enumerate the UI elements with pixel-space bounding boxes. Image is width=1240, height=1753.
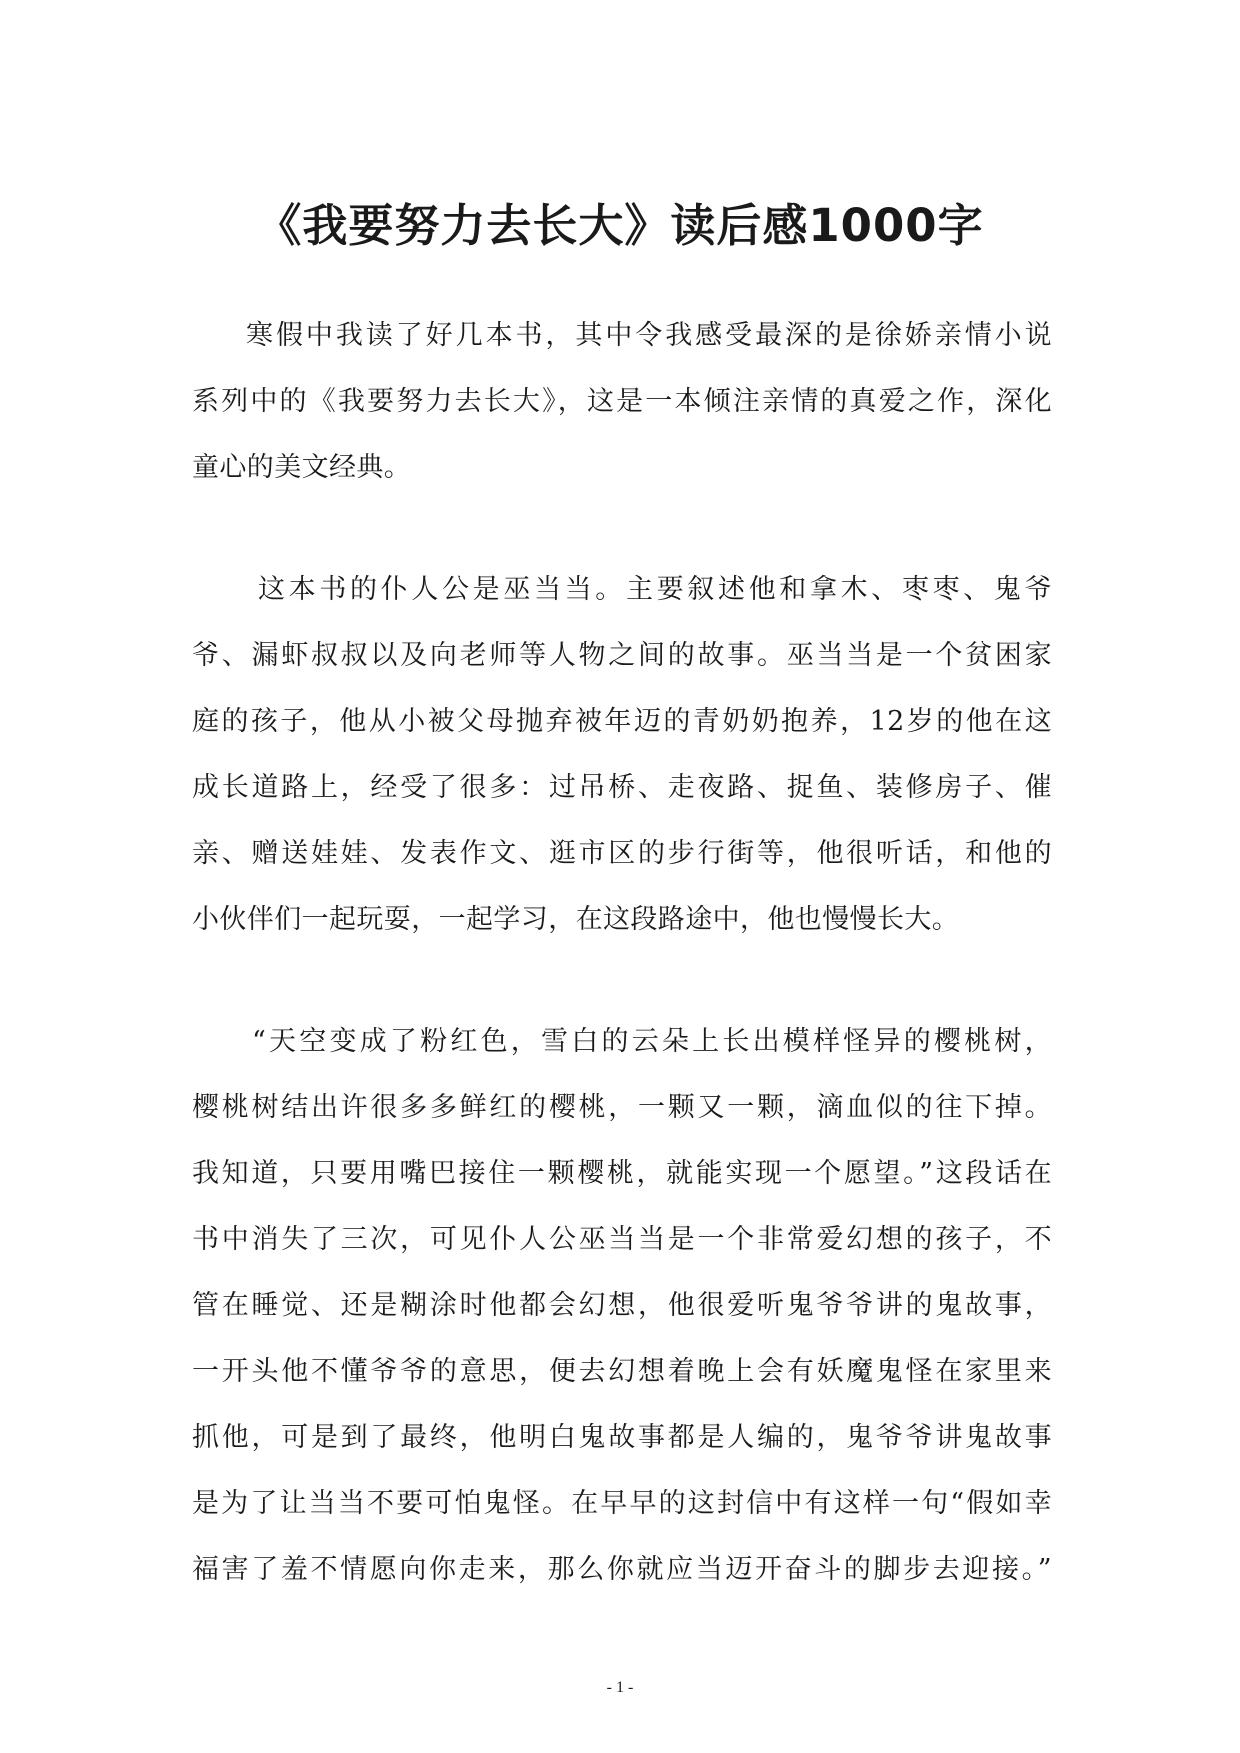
paragraph-line: 一开头他不懂爷爷的意思，便去幻想着晚上会有妖魔鬼怪在家里来 [192, 1356, 1052, 1387]
paragraph-line: “天空变成了粉红色，雪白的云朵上长出模样怪异的樱桃树， [252, 1026, 1052, 1057]
page-number: - 1 - [606, 1679, 634, 1696]
paragraph-line: 福害了羞不情愿向你走来，那么你就应当迈开奋斗的脚步去迎接。” [192, 1554, 1052, 1585]
paragraph-1 [192, 303, 1052, 501]
paragraph-line: 寒假中我读了好几本书，其中令我感受最深的是徐娇亲情小说 [246, 320, 1052, 351]
document-title: 《我要努力去长大》读后感1000字 [256, 199, 984, 252]
paragraph-3 [192, 1009, 1052, 1603]
paragraph-line: 抓他，可是到了最终，他明白鬼故事都是人编的，鬼爷爷讲鬼故事 [192, 1422, 1052, 1453]
paragraph-line: 亲、赠送娃娃、发表作文、逛市区的步行街等，他很听话，和他的 [192, 838, 1052, 869]
paragraph-line: 成长道路上，经受了很多：过吊桥、走夜路、捉鱼、装修房子、催 [192, 772, 1052, 803]
paragraph-line: 爷、漏虾叔叔以及向老师等人物之间的故事。巫当当是一个贫困家 [192, 640, 1052, 671]
paragraph-line: 庭的孩子，他从小被父母抛弃被年迈的青奶奶抱养，12岁的他在这 [192, 706, 1052, 737]
paragraph-line: 这本书的仆人公是巫当当。主要叙述他和拿木、枣枣、鬼爷 [258, 574, 1052, 605]
paragraph-line: 系列中的《我要努力去长大》，这是一本倾注亲情的真爱之作，深化 [192, 386, 1052, 417]
paragraph-line: 童心的美文经典。 [192, 452, 412, 483]
paragraph-line: 是为了让当当不要可怕鬼怪。在早早的这封信中有这样一句“假如幸 [192, 1488, 1052, 1519]
paragraph-line: 书中消失了三次，可见仆人公巫当当是一个非常爱幻想的孩子，不 [192, 1224, 1052, 1255]
paragraph-line: 樱桃树结出许很多多鲜红的樱桃，一颗又一颗，滴血似的往下掉。 [192, 1092, 1052, 1123]
paragraph-line: 我知道，只要用嘴巴接住一颗樱桃，就能实现一个愿望。”这段话在 [192, 1158, 1052, 1189]
paragraph-line: 管在睡觉、还是糊涂时他都会幻想，他很爱听鬼爷爷讲的鬼故事， [192, 1290, 1052, 1321]
paragraph-line: 小伙伴们一起玩耍，一起学习，在这段路途中，他也慢慢长大。 [192, 904, 960, 935]
paragraph-2 [192, 557, 1052, 953]
